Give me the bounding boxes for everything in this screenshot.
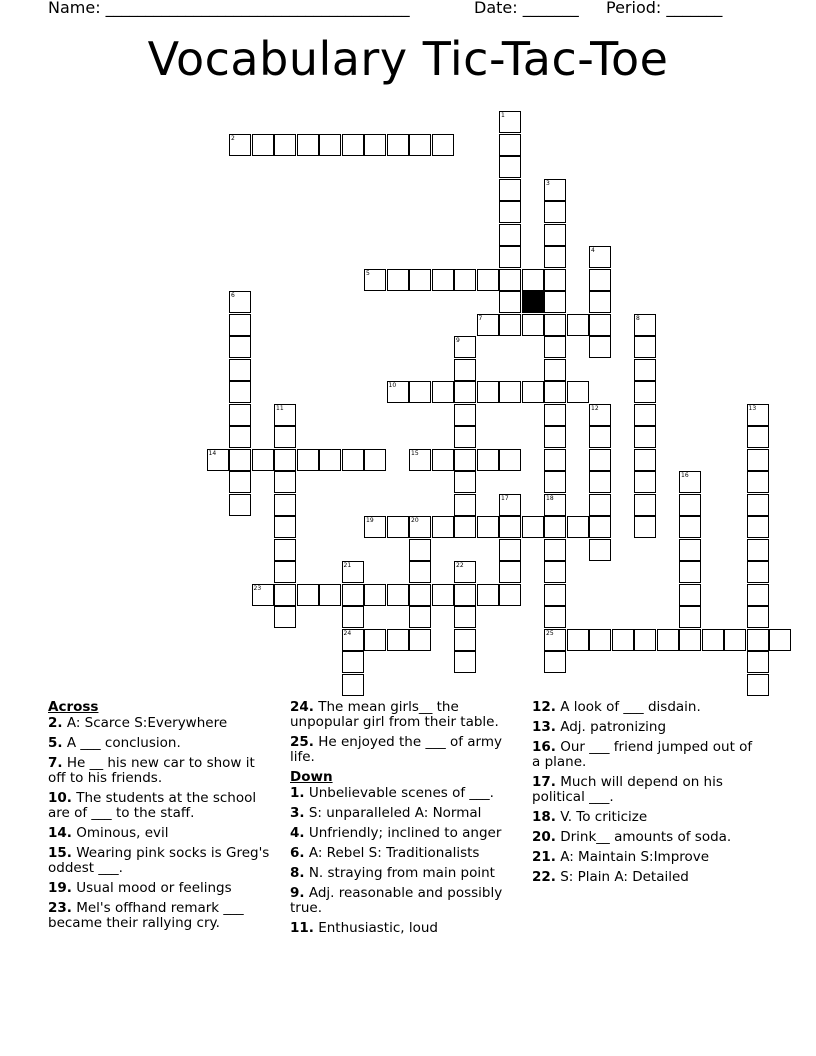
grid-cell[interactable] (229, 336, 251, 358)
grid-cell[interactable] (274, 134, 296, 156)
clue-number: 22 (456, 562, 464, 569)
clue-number: 21 (343, 562, 352, 569)
grid-cell[interactable] (229, 471, 251, 493)
grid-cell[interactable] (499, 224, 521, 246)
clue-across-23: 23. Mel's offhand remark ___ became their rallying cry. (48, 900, 244, 931)
grid-cell[interactable] (477, 449, 499, 471)
clues-column-3 (532, 700, 762, 890)
clue-down-1: 1. Unbelievable scenes of ___. (290, 785, 494, 801)
grid-cell[interactable] (364, 134, 386, 156)
grid-cell[interactable] (229, 404, 251, 426)
clue-number: 5 (366, 269, 370, 277)
grid-cell[interactable] (522, 381, 544, 403)
grid-cell[interactable] (477, 584, 499, 606)
down-heading: Down (290, 769, 333, 785)
grid-cell[interactable] (432, 269, 454, 291)
clue-number: 2 (231, 134, 235, 142)
clue-number: 23 (253, 584, 262, 592)
grid-cell[interactable] (342, 674, 364, 696)
grid-cell[interactable] (319, 449, 341, 471)
clue-number: 24 (343, 629, 352, 637)
grid-cell[interactable] (432, 516, 454, 538)
clue-down-13: 13. Adj. patronizing (532, 719, 667, 735)
grid-cell[interactable] (274, 584, 296, 606)
grid-cell[interactable] (679, 606, 701, 628)
clue-down-17: 17. Much will depend on his political ___. (532, 774, 723, 805)
grid-cell[interactable] (747, 516, 769, 538)
clue-down-16: 16. Our ___ friend jumped out of a plane. (532, 739, 753, 770)
grid-cell[interactable] (679, 494, 701, 516)
grid-cell[interactable] (387, 134, 409, 156)
grid-cell[interactable] (342, 606, 364, 628)
clue-across-10: 10. The students at the school are of ___ to the staff. (48, 790, 257, 821)
grid-cell[interactable] (589, 471, 611, 493)
grid-cell[interactable] (589, 269, 611, 291)
grid-cell[interactable] (229, 314, 251, 336)
grid-cell[interactable] (274, 449, 296, 471)
grid-cell[interactable] (544, 224, 566, 246)
clue-number: 20 (411, 517, 419, 524)
grid-cell[interactable] (499, 516, 521, 538)
grid-cell[interactable] (747, 584, 769, 606)
grid-cell[interactable] (477, 269, 499, 291)
page-title: Vocabulary Tic-Tac-Toe (147, 32, 669, 86)
grid-cell[interactable] (499, 291, 521, 313)
grid-cell[interactable] (522, 269, 544, 291)
clue-down-20: 20. Drink__ amounts of soda. (532, 829, 732, 845)
grid-cell[interactable] (274, 494, 296, 516)
clue-number: 15 (411, 449, 419, 457)
clue-down-22: 22. S: Plain A: Detailed (532, 869, 689, 885)
grid-cell[interactable] (544, 516, 566, 538)
grid-cell[interactable] (454, 584, 476, 606)
grid-cell[interactable] (432, 449, 454, 471)
name-field-label: Name: ______________________________________ (48, 0, 410, 17)
grid-cell[interactable] (679, 561, 701, 583)
black-square (522, 291, 544, 313)
grid-cell[interactable] (679, 539, 701, 561)
clue-number: 10 (388, 382, 397, 389)
grid-cell[interactable] (679, 629, 701, 651)
grid-cell[interactable] (634, 516, 656, 538)
grid-cell[interactable] (229, 359, 251, 381)
grid-cell[interactable] (499, 246, 521, 268)
grid-cell[interactable] (747, 561, 769, 583)
grid-cell[interactable] (747, 606, 769, 628)
clue-number: 3 (546, 179, 550, 187)
grid-cell[interactable] (499, 201, 521, 223)
clue-number: 13 (748, 404, 757, 412)
grid-cell[interactable] (544, 404, 566, 426)
clue-number: 18 (546, 494, 554, 502)
grid-cell[interactable] (409, 269, 431, 291)
grid-cell[interactable] (747, 539, 769, 561)
grid-cell[interactable] (544, 426, 566, 448)
grid-cell[interactable] (274, 561, 296, 583)
clue-down-9: 9. Adj. reasonable and possibly true. (290, 885, 503, 916)
grid-cell[interactable] (544, 539, 566, 561)
clue-down-12: 12. A look of ___ disdain. (532, 699, 701, 715)
grid-cell[interactable] (409, 584, 431, 606)
grid-cell[interactable] (634, 449, 656, 471)
grid-cell[interactable] (634, 494, 656, 516)
clue-down-18: 18. V. To criticize (532, 809, 648, 825)
clue-across-5: 5. A ___ conclusion. (48, 735, 181, 751)
grid-cell[interactable] (544, 651, 566, 673)
grid-cell[interactable] (454, 404, 476, 426)
grid-cell[interactable] (477, 516, 499, 538)
clue-across-25: 25. He enjoyed the ___ of army life. (290, 734, 503, 765)
grid-cell[interactable] (634, 359, 656, 381)
grid-cell[interactable] (769, 629, 791, 651)
grid-cell[interactable] (454, 629, 476, 651)
grid-cell[interactable] (544, 584, 566, 606)
clue-across-24: 24. The mean girls__ the unpopular girl from their table. (290, 699, 499, 730)
clues-column-2 (290, 700, 518, 941)
grid-cell[interactable] (544, 561, 566, 583)
period-field-label: Period: _______ (606, 0, 723, 17)
grid-cell[interactable] (229, 381, 251, 403)
across-heading: Across (48, 699, 99, 715)
grid-cell[interactable] (522, 516, 544, 538)
grid-cell[interactable] (454, 606, 476, 628)
clue-number: 1 (501, 112, 505, 119)
grid-cell[interactable] (229, 426, 251, 448)
grid-cell[interactable] (724, 629, 746, 651)
clue-number: 16 (681, 472, 689, 479)
clue-number: 7 (478, 314, 483, 322)
grid-cell[interactable] (274, 516, 296, 538)
grid-cell[interactable] (544, 246, 566, 268)
grid-cell[interactable] (499, 561, 521, 583)
clue-down-6: 6. A: Rebel S: Traditionalists (290, 845, 480, 861)
grid-cell[interactable] (454, 651, 476, 673)
grid-cell[interactable] (409, 134, 431, 156)
grid-cell[interactable] (544, 359, 566, 381)
grid-cell[interactable] (454, 471, 476, 493)
clue-number: 17 (501, 494, 509, 502)
grid-cell[interactable] (634, 426, 656, 448)
grid-cell[interactable] (567, 516, 589, 538)
grid-cell[interactable] (747, 651, 769, 673)
grid-cell[interactable] (477, 381, 499, 403)
grid-cell[interactable] (364, 629, 386, 651)
header (0, 0, 816, 22)
grid-cell[interactable] (274, 426, 296, 448)
grid-cell[interactable] (544, 471, 566, 493)
grid-cell[interactable] (567, 629, 589, 651)
grid-cell[interactable] (387, 269, 409, 291)
clue-across-19: 19. Usual mood or feelings (48, 880, 232, 896)
grid-cell[interactable] (229, 494, 251, 516)
grid-cell[interactable] (432, 381, 454, 403)
clues-column-1 (48, 700, 273, 936)
grid-cell[interactable] (454, 516, 476, 538)
clue-number: 8 (636, 314, 640, 322)
clue-number: 9 (456, 337, 460, 344)
grid-cell[interactable] (634, 404, 656, 426)
grid-cell[interactable] (747, 449, 769, 471)
grid-cell[interactable] (454, 269, 476, 291)
grid-cell[interactable] (499, 381, 521, 403)
clue-down-11: 11. Enthusiastic, loud (290, 920, 438, 936)
grid-cell[interactable] (342, 449, 364, 471)
grid-cell[interactable] (544, 201, 566, 223)
grid-cell[interactable] (387, 629, 409, 651)
grid-cell[interactable] (544, 606, 566, 628)
grid-cell[interactable] (634, 629, 656, 651)
grid-cell[interactable] (409, 381, 431, 403)
grid-cell[interactable] (229, 449, 251, 471)
clue-number: 12 (591, 404, 599, 412)
clue-down-21: 21. A: Maintain S:Improve (532, 849, 710, 865)
grid-cell[interactable] (499, 134, 521, 156)
grid-cell[interactable] (499, 179, 521, 201)
grid-cell[interactable] (589, 516, 611, 538)
grid-cell[interactable] (319, 134, 341, 156)
grid-cell[interactable] (747, 426, 769, 448)
grid-cell[interactable] (499, 269, 521, 291)
clue-number: 25 (546, 629, 554, 637)
grid-cell[interactable] (252, 449, 274, 471)
grid-cell[interactable] (657, 629, 679, 651)
grid-cell[interactable] (454, 449, 476, 471)
clue-number: 11 (276, 404, 284, 412)
grid-cell[interactable] (589, 314, 611, 336)
grid-cell[interactable] (319, 584, 341, 606)
clue-number: 14 (208, 449, 217, 457)
grid-cell[interactable] (274, 606, 296, 628)
grid-cell[interactable] (747, 629, 769, 651)
grid-cell[interactable] (252, 134, 274, 156)
date-field-label: Date: _______ (474, 0, 579, 17)
grid-cell[interactable] (499, 539, 521, 561)
grid-cell[interactable] (409, 606, 431, 628)
grid-cell[interactable] (544, 449, 566, 471)
grid-cell[interactable] (499, 314, 521, 336)
grid-cell[interactable] (274, 471, 296, 493)
grid-cell[interactable] (364, 584, 386, 606)
grid-cell[interactable] (589, 336, 611, 358)
clue-down-3: 3. S: unparalleled A: Normal (290, 805, 482, 821)
grid-cell[interactable] (544, 269, 566, 291)
grid-cell[interactable] (679, 584, 701, 606)
grid-cell[interactable] (679, 516, 701, 538)
grid-cell[interactable] (522, 314, 544, 336)
grid-cell[interactable] (387, 516, 409, 538)
grid-cell[interactable] (432, 134, 454, 156)
grid-cell[interactable] (747, 471, 769, 493)
clue-across-15: 15. Wearing pink socks is Greg's oddest ___. (48, 845, 270, 876)
clue-across-7: 7. He __ his new car to show it off to his friends. (48, 755, 255, 786)
clue-number: 4 (591, 247, 595, 254)
grid-cell[interactable] (544, 291, 566, 313)
grid-cell[interactable] (589, 629, 611, 651)
clue-down-8: 8. N. straying from main point (290, 865, 495, 881)
grid-cell[interactable] (297, 449, 319, 471)
grid-cell[interactable] (747, 494, 769, 516)
grid-cell[interactable] (454, 359, 476, 381)
grid-cell[interactable] (544, 314, 566, 336)
grid-cell[interactable] (387, 584, 409, 606)
grid-cell[interactable] (297, 584, 319, 606)
grid-cell[interactable] (364, 449, 386, 471)
grid-cell[interactable] (274, 539, 296, 561)
grid-cell[interactable] (454, 426, 476, 448)
grid-cell[interactable] (589, 291, 611, 313)
grid-cell[interactable] (634, 471, 656, 493)
grid-cell[interactable] (409, 539, 431, 561)
grid-cell[interactable] (499, 449, 521, 471)
grid-cell[interactable] (589, 449, 611, 471)
grid-cell[interactable] (612, 629, 634, 651)
grid-cell[interactable] (342, 651, 364, 673)
clue-number: 6 (231, 292, 235, 299)
grid-cell[interactable] (409, 561, 431, 583)
grid-cell[interactable] (589, 426, 611, 448)
grid-cell[interactable] (544, 381, 566, 403)
clue-across-14: 14. Ominous, evil (48, 825, 169, 841)
grid-cell[interactable] (634, 336, 656, 358)
grid-cell[interactable] (544, 336, 566, 358)
clue-down-4: 4. Unfriendly; inclined to anger (290, 825, 502, 841)
grid-cell[interactable] (499, 584, 521, 606)
grid-cell[interactable] (432, 584, 454, 606)
grid-cell[interactable] (409, 629, 431, 651)
grid-cell[interactable] (297, 134, 319, 156)
grid-cell[interactable] (589, 539, 611, 561)
grid-cell[interactable] (342, 134, 364, 156)
grid-cell[interactable] (747, 674, 769, 696)
clue-across-2: 2. A: Scarce S:Everywhere (48, 715, 228, 731)
grid-cell[interactable] (567, 381, 589, 403)
grid-cell[interactable] (567, 314, 589, 336)
grid-cell[interactable] (454, 494, 476, 516)
grid-cell[interactable] (589, 494, 611, 516)
clue-number: 19 (366, 517, 374, 524)
grid-cell[interactable] (454, 381, 476, 403)
grid-cell[interactable] (342, 584, 364, 606)
grid-cell[interactable] (702, 629, 724, 651)
grid-cell[interactable] (499, 156, 521, 178)
grid-cell[interactable] (634, 381, 656, 403)
